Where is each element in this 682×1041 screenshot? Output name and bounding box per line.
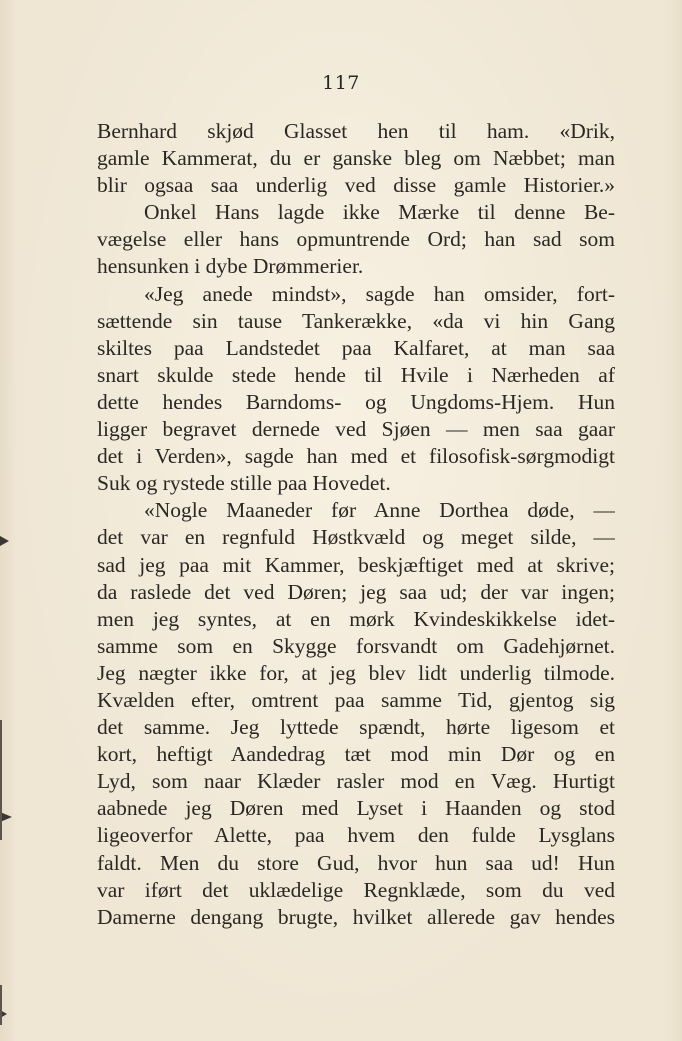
body-text	[97, 118, 615, 931]
text-line: blir ogsaa saa underlig ved disse gamle Historier.»	[97, 173, 615, 198]
text-line: faldt. Men du store Gud, hvor hun saa ud! Hun	[97, 850, 615, 875]
text-line: Jeg nægter ikke for, at jeg blev lidt underlig tilmode.	[97, 660, 615, 685]
page-edge-mark	[0, 985, 2, 1025]
text-line: aabnede jeg Døren med Lyset i Haanden og stod	[97, 796, 615, 821]
text-line: sættende sin tause Tankerække, «da vi hin Gang	[97, 308, 615, 333]
text-line: det var en regnfuld Høstkvæld og meget silde, —	[97, 525, 615, 550]
text-line: ligger begravet dernede ved Sjøen — men saa gaar	[97, 417, 615, 442]
text-line: snart skulde stede hende til Hvile i Nærheden af	[97, 362, 615, 387]
text-line: men jeg syntes, at en mørk Kvindeskikkelse idet-	[97, 606, 615, 631]
page-edge-mark	[0, 720, 2, 840]
margin-arrow-icon	[0, 536, 9, 546]
paragraph-start-line: «Nogle Maaneder før Anne Dorthea døde, —	[144, 498, 615, 523]
text-line: sad jeg paa mit Kammer, beskjæftiget med at skrive;	[97, 552, 615, 577]
text-line: skiltes paa Landstedet paa Kalfaret, at man saa	[97, 335, 615, 360]
text-line: dette hendes Barndoms- og Ungdoms-Hjem. Hun	[97, 389, 615, 414]
text-line: ligeoverfor Alette, paa hvem den fulde Lysglans	[97, 823, 615, 848]
text-line: samme som en Skygge forsvandt om Gadehjørnet.	[97, 633, 615, 658]
paragraph-start-line: «Jeg anede mindst», sagde han omsider, fort-	[144, 281, 615, 306]
text-line: da raslede det ved Døren; jeg saa ud; der var ingen;	[97, 579, 615, 604]
paragraph-start-line: Onkel Hans lagde ikke Mærke til denne Be-	[144, 200, 615, 225]
text-line: vægelse eller hans opmuntrende Ord; han sad som	[97, 227, 615, 252]
text-line: var iført det uklædelige Regnklæde, som du ved	[97, 877, 615, 902]
text-line: det samme. Jeg lyttede spændt, hørte ligesom et	[97, 715, 615, 740]
paragraph-end-line: hensunken i dybe Drømmerier.	[97, 254, 364, 279]
page-number: 117	[322, 72, 360, 94]
text-line: Kvælden efter, omtrent paa samme Tid, gjentog sig	[97, 687, 615, 712]
text-line: Damerne dengang brugte, hvilket allerede gav hendes	[97, 904, 615, 929]
text-line: Lyd, som naar Klæder rasler mod en Væg. Hurtigt	[97, 769, 615, 794]
text-line: kort, heftigt Aandedrag tæt mod min Dør og en	[97, 742, 615, 767]
text-line: Bernhard skjød Glasset hen til ham. «Drik,	[97, 119, 615, 143]
paragraph-end-line: Suk og rystede stille paa Hovedet.	[97, 471, 391, 496]
text-line: gamle Kammerat, du er ganske bleg om Næbbet; man	[97, 146, 615, 171]
text-line: det i Verden», sagde han med et filosofisk-sørgmodigt	[97, 444, 615, 469]
